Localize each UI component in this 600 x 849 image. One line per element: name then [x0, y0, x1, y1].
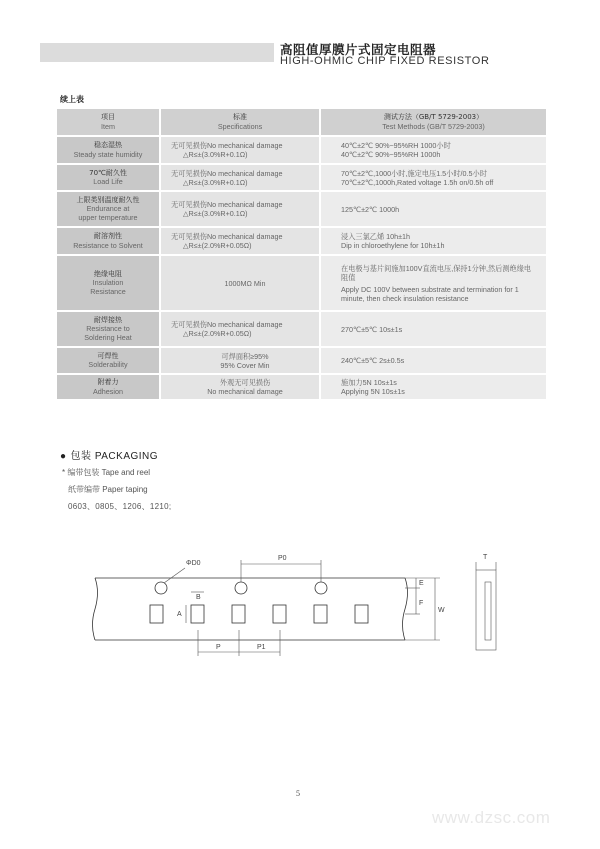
paper-taping-label: 纸带编带 Paper taping [68, 485, 148, 494]
packaging-title: ● 包装 PACKAGING [60, 451, 159, 462]
star-icon: * [62, 468, 68, 477]
tape-diagram [0, 540, 600, 670]
label-p0: P0 [278, 555, 287, 562]
header-spec: 标准 Specifications [160, 109, 320, 136]
label-p: P [216, 644, 221, 651]
label-a: A [177, 611, 182, 618]
table-row: 上限类别温度耐久性 Endurance at upper temperature 无可见损伤No mechanical damage △R≤±(3.0%R+0.1Ω) 125℃±2℃ 1000h [57, 191, 546, 227]
table-row: 绝缘电阻 Insulation Resistance 1000MΩ Min 在电极与基片间施加100V直流电压,保持1分钟,然后测绝缘电阻值 Apply DC 100V between substrate and termination for 1 minute, then check insulation resistance [57, 255, 546, 311]
table-header-row [57, 109, 546, 136]
label-d0: ΦD0 [186, 560, 201, 567]
continued-label: 续上表 [60, 95, 84, 104]
table-row: 70℃耐久性 Load Life 无可见损伤No mechanical damage △R≤±(3.0%R+0.1Ω) 70℃±2℃,1000小时,施定电压1.5小时/0.5小时 70℃±2℃,1000h,Rated voltage 1.5h on/0.5h off [57, 164, 546, 191]
table-row: 耐焊接热 Resistance to Soldering Heat 无可见损伤No mechanical damage △R≤±(2.0%R+0.05Ω) 270℃±5℃ 10s±1s [57, 311, 546, 347]
header-method: 测试方法（GB/T 5729-2003） Test Methods (GB/T 5729-2003) [320, 109, 546, 136]
tape-reel-label: * 编带包装 Tape and reel [62, 468, 151, 477]
label-t: T [483, 554, 488, 561]
table-row: 稳态湿热 Steady state humidity 无可见损伤No mechanical damage △R≤±(3.0%R+0.1Ω) 40℃±2℃ 90%~95%RH 1000小时 40℃±2℃ 90%~95%RH 1000h [57, 136, 546, 164]
label-e: E [419, 580, 424, 587]
bullet-icon: ● [60, 451, 67, 462]
table-row: 可焊性 Solderability 可焊面积≥95% 95% Cover Min 240℃±5℃ 2s±0.5s [57, 347, 546, 374]
watermark: www.dzsc.com [432, 808, 551, 827]
table-row: 附着力 Adhesion 外观无可见损伤 No mechanical damage 施加力5N 10s±1s Applying 5N 10s±1s [57, 374, 546, 400]
page-title-en: HIGH-OHMIC CHIP FIXED RESISTOR [280, 55, 490, 67]
label-b: B [196, 594, 201, 601]
page-number: 5 [296, 789, 300, 798]
size-list: 0603、0805、1206、1210; [68, 502, 172, 511]
label-f: F [419, 600, 424, 607]
label-w: W [438, 607, 445, 614]
table-row: 耐溶剂性 Resistance to Solvent 无可见损伤No mechanical damage △R≤±(2.0%R+0.05Ω) 浸入三氯乙烯 10h±1h Dip in chloroethylene for 10h±1h [57, 227, 546, 255]
header-bar [40, 43, 274, 62]
page-title-cn: 高阻值厚膜片式固定电阻器 [280, 42, 437, 57]
header-item: 项目 Item [57, 109, 160, 136]
label-p1: P1 [257, 644, 266, 651]
spec-table [57, 109, 546, 401]
